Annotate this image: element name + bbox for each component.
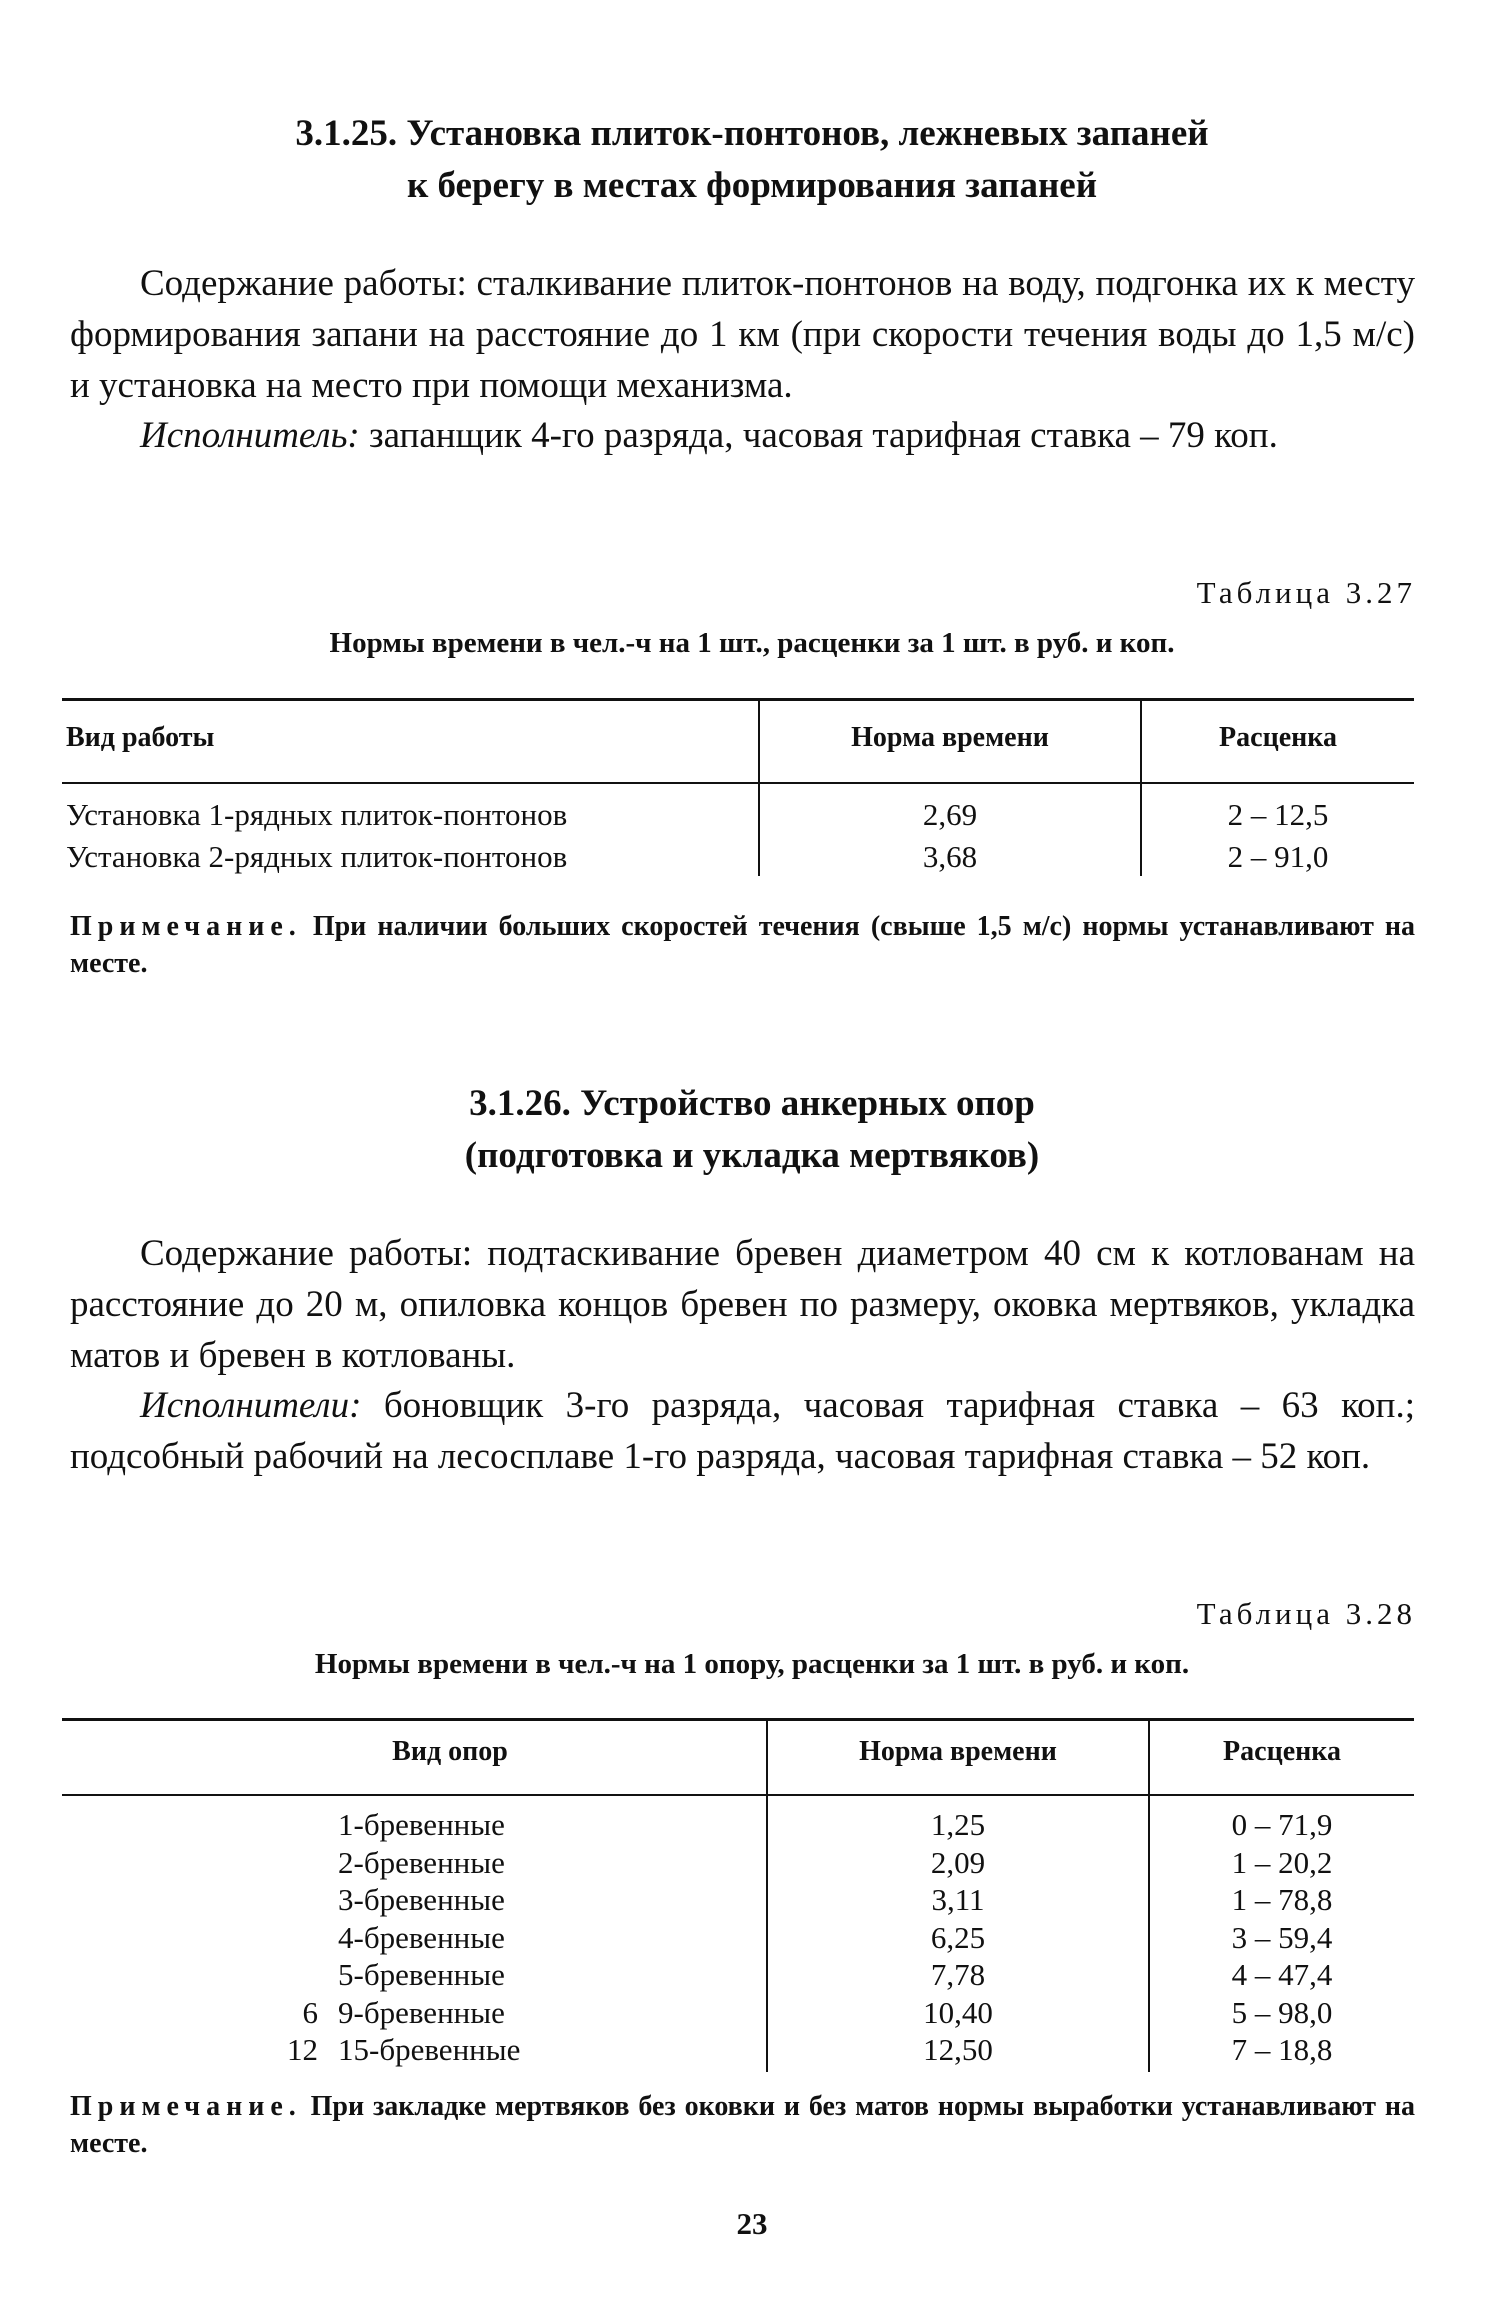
page-number: 23 [736, 2206, 768, 2241]
section2-content-paragraph [70, 1228, 1415, 1381]
table-row-price: 5 – 98,0 [1231, 1995, 1333, 2030]
note-label: Примечание. [70, 911, 302, 942]
table-row-type: 15-бревенные [338, 2032, 521, 2067]
table-header-type: Вид опор [392, 1736, 508, 1767]
table-top-rule [62, 1718, 1414, 1721]
table-3-27-note [70, 908, 1415, 982]
note-text: При закладке мертвяков без оковки и без матов нормы выработки устанавливают на месте. [70, 2091, 1416, 2159]
table-row-norm: 3,68 [922, 839, 978, 874]
table-row-norm: 2,09 [930, 1845, 986, 1880]
section-title-3-1-25-line2: к берегу в местах формирования запаней [406, 165, 1098, 206]
table-row-price: 3 – 59,4 [1231, 1920, 1333, 1955]
section-title-3-1-26-line2: (подготовка и укладка мертвяков) [464, 1135, 1040, 1176]
table-row-prefix: 6 [302, 1995, 318, 2030]
table-row-work: Установка 1-рядных плиток-понтонов [66, 797, 568, 832]
table-row-norm: 12,50 [923, 2032, 993, 2067]
content-text: сталкивание плиток-понтонов на воду, подгонка их к месту формирования запани на расстояние до 1 км (при скорости течения воды до 1,5 м/с) и установка на место при помощи механизма. [70, 263, 1415, 406]
content-label: Содержание работы: [140, 1233, 473, 1274]
table-3-27-caption: Нормы времени в чел.-ч на 1 шт., расценки за 1 шт. в руб. и коп. [329, 627, 1175, 659]
table-top-rule [62, 698, 1414, 701]
table-header-norm: Норма времени [851, 722, 1049, 753]
table-3-27-number: Таблица 3.27 [1196, 575, 1416, 610]
table-3-28-caption: Нормы времени в чел.-ч на 1 опору, расценки за 1 шт. в руб. и коп. [314, 1648, 1190, 1680]
note-text: При наличии больших скоростей течения (свыше 1,5 м/с) нормы устанавливают на месте. [70, 911, 1416, 979]
section-title-3-1-25-line1: 3.1.25. Установка плиток-понтонов, лежневых запаней [295, 113, 1209, 154]
table-header-work: Вид работы [66, 722, 215, 753]
table-header-norm: Норма времени [859, 1736, 1057, 1767]
table-row-prefix: 12 [287, 2032, 318, 2067]
table-3-28-number: Таблица 3.28 [1196, 1596, 1416, 1631]
table-row-norm: 2,69 [922, 797, 978, 832]
section-title-3-1-26-line1: 3.1.26. Устройство анкерных опор [469, 1083, 1035, 1124]
section1-performer-paragraph [70, 410, 1415, 461]
note-label: Примечание. [70, 2091, 302, 2122]
section1-content-paragraph [70, 258, 1415, 411]
content-text: подтаскивание бревен диаметром 40 см к котлованам на расстояние до 20 м, опиловка концов бревен по размеру, оковка мертвяков, укладка матов и бревен в котлованы. [70, 1233, 1415, 1376]
table-row-price: 2 – 91,0 [1227, 839, 1329, 874]
table-row-price: 4 – 47,4 [1231, 1957, 1333, 1992]
section2-performer-paragraph [70, 1380, 1415, 1482]
table-row-price: 0 – 71,9 [1231, 1807, 1333, 1842]
performer-text: запанщик 4-го разряда, часовая тарифная ставка – 79 коп. [368, 415, 1278, 456]
table-row-type: 9-бревенные [338, 1995, 505, 2030]
table-row-type: 3-бревенные [338, 1882, 505, 1917]
table-header-price: Расценка [1223, 1736, 1341, 1767]
table-row-norm: 3,11 [931, 1882, 985, 1917]
table-header-rule [62, 1794, 1414, 1796]
table-row-type: 1-бревенные [338, 1807, 505, 1842]
table-row-type: 4-бревенные [338, 1920, 505, 1955]
table-3-28-note [70, 2088, 1415, 2162]
table-header-rule [62, 782, 1414, 784]
performer-label: Исполнитель: [140, 415, 360, 456]
table-row-price: 7 – 18,8 [1231, 2032, 1333, 2067]
table-header-price: Расценка [1219, 722, 1337, 753]
table-row-norm: 7,78 [930, 1957, 986, 1992]
table-row-work: Установка 2-рядных плиток-понтонов [66, 839, 568, 874]
performer-label: Исполнители: [140, 1385, 362, 1426]
table-row-type: 5-бревенные [338, 1957, 505, 1992]
performer-text: боновщик 3-го разряда, часовая тарифная ставка – 63 коп.; подсобный рабочий на лесосплаве 1-го разряда, часовая тарифная ставка – 52 коп. [70, 1385, 1416, 1477]
table-row-price: 2 – 12,5 [1227, 797, 1329, 832]
table-row-price: 1 – 20,2 [1231, 1845, 1333, 1880]
table-row-type: 2-бревенные [338, 1845, 505, 1880]
table-row-norm: 10,40 [923, 1995, 993, 2030]
table-row-norm: 1,25 [930, 1807, 986, 1842]
content-label: Содержание работы: [140, 263, 467, 304]
table-row-price: 1 – 78,8 [1231, 1882, 1333, 1917]
table-row-norm: 6,25 [930, 1920, 986, 1955]
